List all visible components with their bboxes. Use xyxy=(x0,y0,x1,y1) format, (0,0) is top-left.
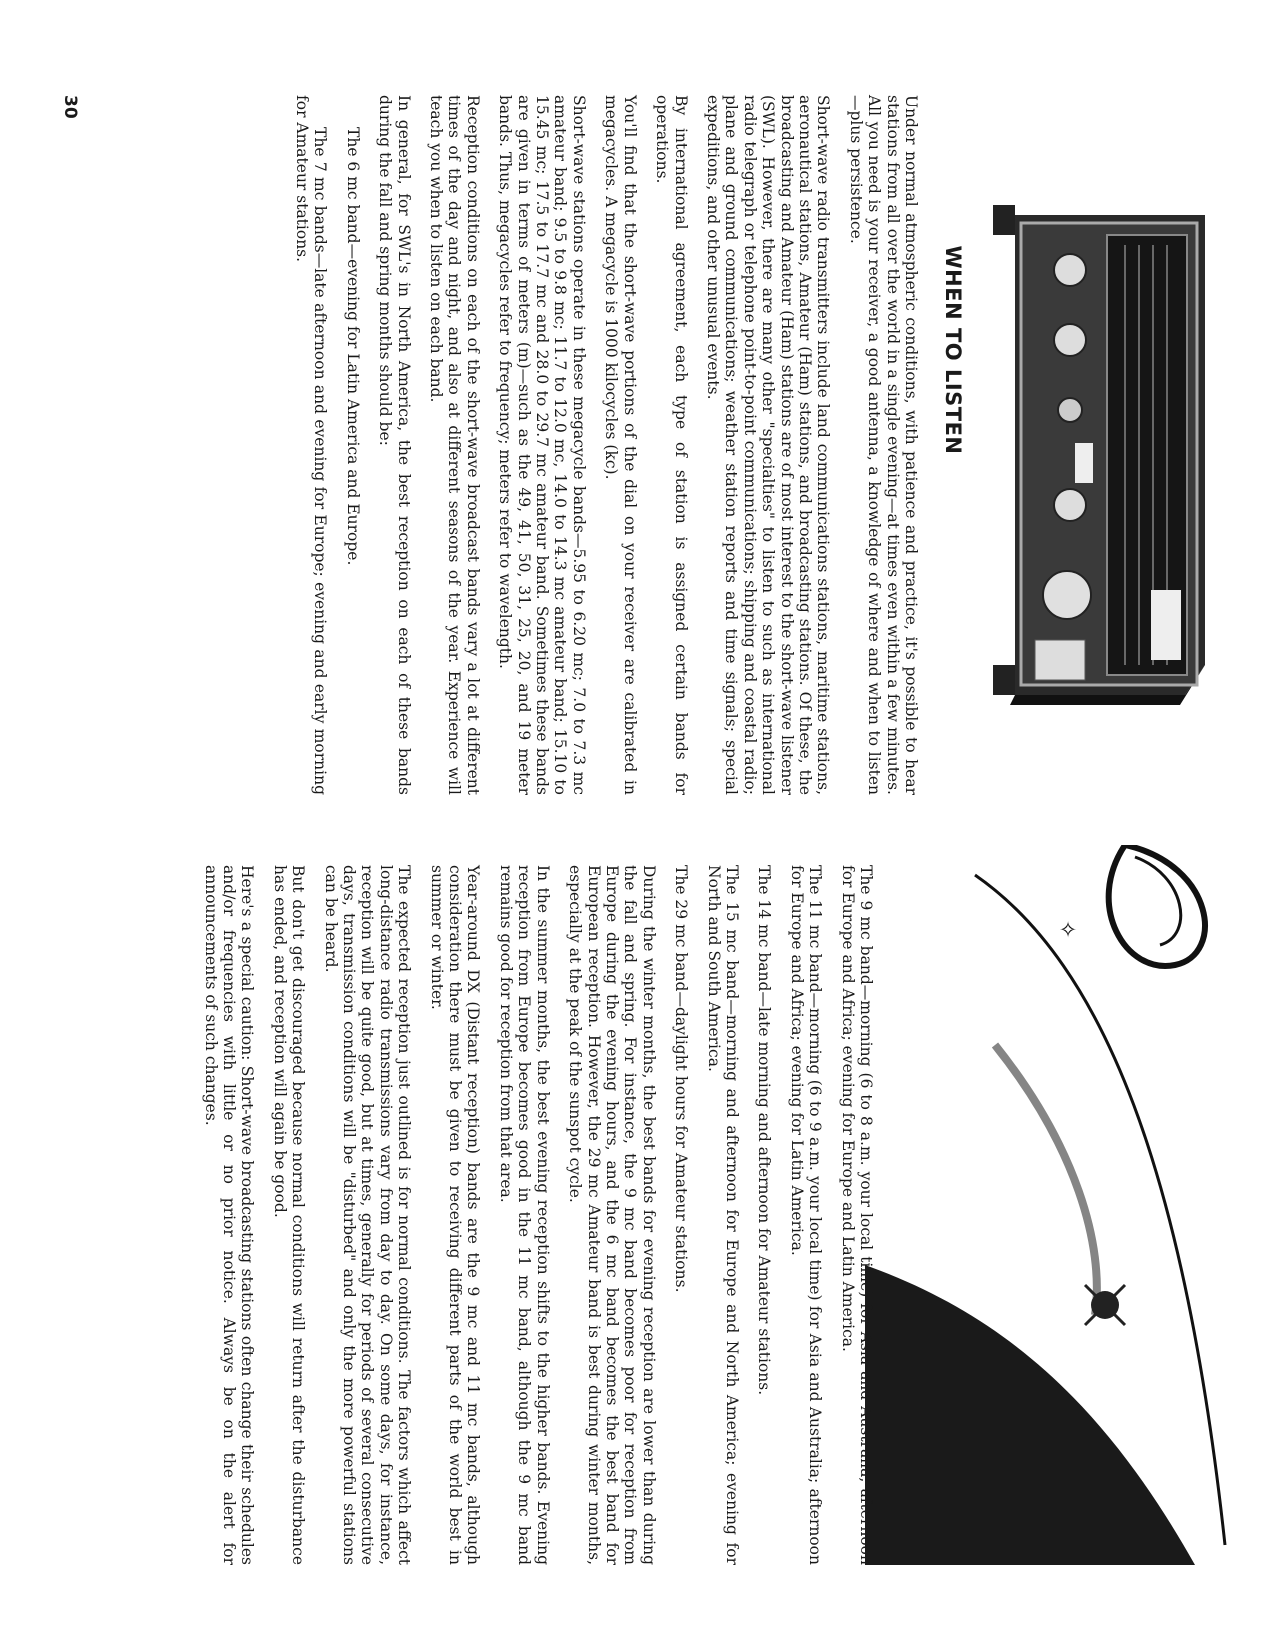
paragraph: Reception conditions on each of the short-wave broadcast bands vary a lot at different times of the day and night, and also at different seasons of the year. Experience will teach you when to listen on each band. xyxy=(427,95,482,795)
paragraph: Here's a special caution: Short-wave broadcasting stations often change their schedules and/or frequencies with little or no prior notice. Always be on the alert for announcements of such changes. xyxy=(201,865,257,1565)
paragraph: The 6 mc band—evening for Latin America and Europe. xyxy=(343,127,362,566)
paragraph: The 7 mc bands—late afternoon and evening for Europe; evening and early morning for Amateur stations. xyxy=(293,95,330,795)
right-column xyxy=(187,865,875,1565)
paragraph: The 9 mc band—morning (6 to 8 a.m. your local time) for Asia and Australia; afternoon for Europe and Africa; evening for Europe and Latin America. xyxy=(838,865,875,1565)
radio-receiver-illustration xyxy=(985,195,1215,715)
page-number: 30 xyxy=(60,95,80,119)
paragraph: Short-wave radio transmitters include land communications stations, maritime stations, aeronautical stations, Amateur (Ham) stations, and broadcasting stations. Of these, the broadcasting and Amateur (Ham) stations are of most interest to the short-wave listener (SWL). However, there are many other "specialties" to listen to such as international radio telegraph or telephone point-to-point communications; shipping and coastal radio; plane and ground communications; weather station reports and time signals; special expeditions, and other unusual events. xyxy=(703,95,833,795)
paragraph: Short-wave stations operate in these megacycle bands—5.95 to 6.20 mc; 7.0 to 7.3 mc amateur band; 9.5 to 9.8 mc; 11.7 to 12.0 mc, 14.0 to 14.3 mc amateur band; 15.10 to 15.45 mc; 17.5 to 17.7 mc and 28.0 to 29.7 mc amateur band. Sometimes these bands are given in terms of meters (m)—such as the 49, 41, 50, 31, 25, 20, and 19 meter bands. Thus, megacycles refer to frequency; meters refer to wavelength. xyxy=(496,95,588,795)
planet-illustration xyxy=(865,845,1255,1565)
paragraph: The 29 mc band—daylight hours for Amateur stations. xyxy=(672,865,691,1293)
paragraph: Under normal atmospheric conditions, with patience and practice, it's possible to hear stations from all over the world in a single evening—at times even within a few minutes. All you need is your receiver, a good antenna, a knowledge of where and when to listen—plus persistence. xyxy=(846,95,920,795)
paragraph: The 14 mc band—late morning and afternoon for Amateur stations. xyxy=(755,865,774,1396)
paragraph: You'll find that the short-wave portions of the dial on your receiver are calibrated in megacycles. A megacycle is 1000 kilocycles (kc). xyxy=(602,95,639,795)
page-title: WHEN TO LISTEN xyxy=(941,245,965,455)
paragraph: In the summer months, the best evening reception shifts to the higher bands. Evening reception from Europe becomes good in the 11 mc band, although the 9 mc band remains good for reception from that area. xyxy=(496,865,552,1565)
paragraph: But don't get discouraged because normal conditions will return after the disturbance has ended, and reception will again be good. xyxy=(270,865,308,1565)
paragraph: In general, for SWL's in North America, the best reception on each of these bands during the fall and spring months should be: xyxy=(376,95,413,795)
paragraph: The expected reception just outlined is for normal conditions. The factors which affect long-distance radio transmissions vary from day to day. On some days, for instance, reception will be quite good, but at times, generally for periods of several consecutive days, transmission conditions will be "disturbed" and only the more powerful stations can be heard. xyxy=(321,865,414,1565)
paragraph: During the winter months, the best bands for evening reception are lower than during the fall and spring. For instance, the 9 mc band becomes poor for reception from Europe during the evening hours, and the 6 mc band becomes the best band for European reception. However, the 29 mc Amateur band is best during winter months, especially at the peak of the sunspot cycle. xyxy=(566,865,658,1565)
paragraph: By international agreement, each type of station is assigned certain bands for operations. xyxy=(653,95,690,795)
svg-text:✧: ✧ xyxy=(1054,920,1079,939)
paragraph: The 15 mc band—morning and afternoon for Europe and North America; evening for North and South America. xyxy=(704,865,741,1565)
paragraph: The 11 mc band—morning (6 to 9 a.m. your local time) for Asia and Australia; afternoon for Europe and Africa; evening for Latin America. xyxy=(787,865,825,1565)
left-column xyxy=(279,95,920,795)
paragraph: Year-around DX (Distant reception) bands are the 9 mc and 11 mc bands, although consideration there must be given to receiving different parts of the world best in summer or winter. xyxy=(427,865,483,1565)
